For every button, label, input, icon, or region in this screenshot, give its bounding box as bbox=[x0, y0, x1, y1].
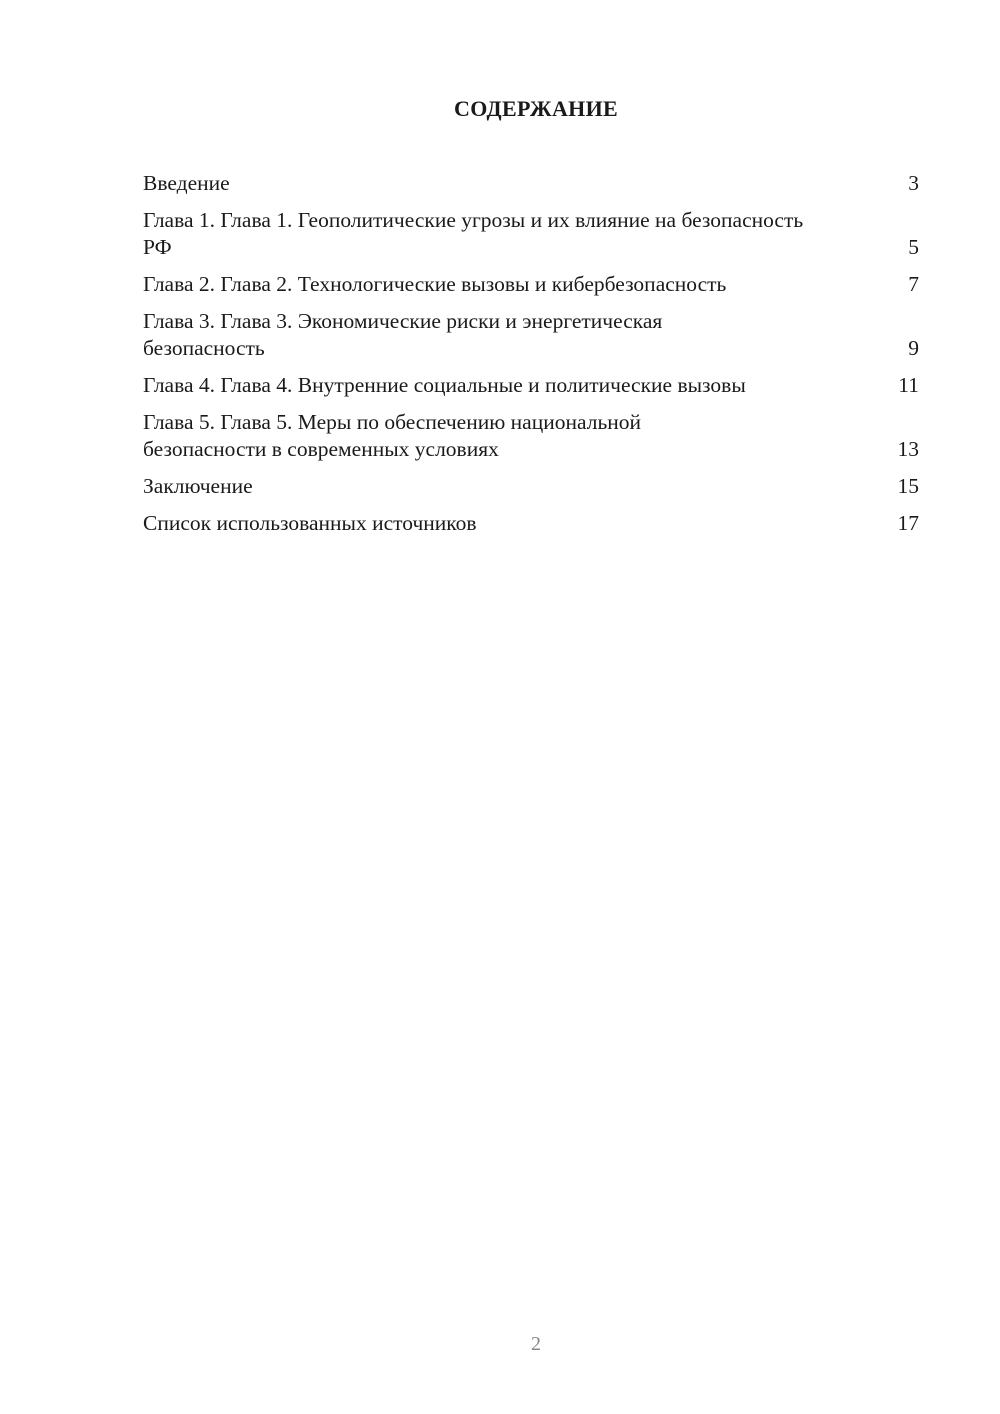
toc-entry-page: 3 bbox=[908, 171, 919, 195]
toc-entry-chapter-3 bbox=[143, 308, 919, 362]
toc-entry-page: 15 bbox=[897, 474, 919, 498]
toc-entry-text: Глава 5. Глава 5. Меры по обеспечению национальной безопасности в современных условиях bbox=[143, 410, 642, 461]
toc-entry-page: 13 bbox=[897, 437, 919, 461]
toc-entry-chapter-5 bbox=[143, 409, 919, 463]
table-of-contents bbox=[143, 170, 919, 547]
toc-entry-text: Глава 3. Глава 3. Экономические риски и энергетическая безопасность bbox=[143, 309, 663, 360]
toc-entry-page: 17 bbox=[897, 511, 919, 535]
toc-entry-text: Список использованных источников bbox=[143, 511, 477, 535]
toc-entry-page: 5 bbox=[908, 235, 919, 259]
toc-entry-chapter-4 bbox=[143, 372, 919, 399]
toc-entry-references bbox=[143, 510, 919, 537]
toc-entry-conclusion bbox=[143, 473, 919, 500]
toc-entry-text: Введение bbox=[143, 171, 230, 195]
toc-entry-text: Глава 2. Глава 2. Технологические вызовы и кибербезопасность bbox=[143, 272, 727, 296]
toc-entry-chapter-2 bbox=[143, 271, 919, 298]
toc-entry-text: Глава 4. Глава 4. Внутренние социальные и политические вызовы bbox=[143, 373, 746, 397]
toc-title: СОДЕРЖАНИЕ bbox=[454, 96, 618, 121]
toc-entry-page: 7 bbox=[908, 272, 919, 296]
toc-entry-text: Глава 1. Глава 1. Геополитические угрозы и их влияние на безопасность РФ bbox=[143, 208, 804, 259]
toc-entry-chapter-1 bbox=[143, 207, 919, 261]
toc-entry-page: 11 bbox=[898, 373, 919, 397]
toc-entry-page: 9 bbox=[908, 336, 919, 360]
toc-entry-introduction bbox=[143, 170, 919, 197]
toc-entry-text: Заключение bbox=[143, 474, 253, 498]
page-number: 2 bbox=[531, 1333, 541, 1355]
